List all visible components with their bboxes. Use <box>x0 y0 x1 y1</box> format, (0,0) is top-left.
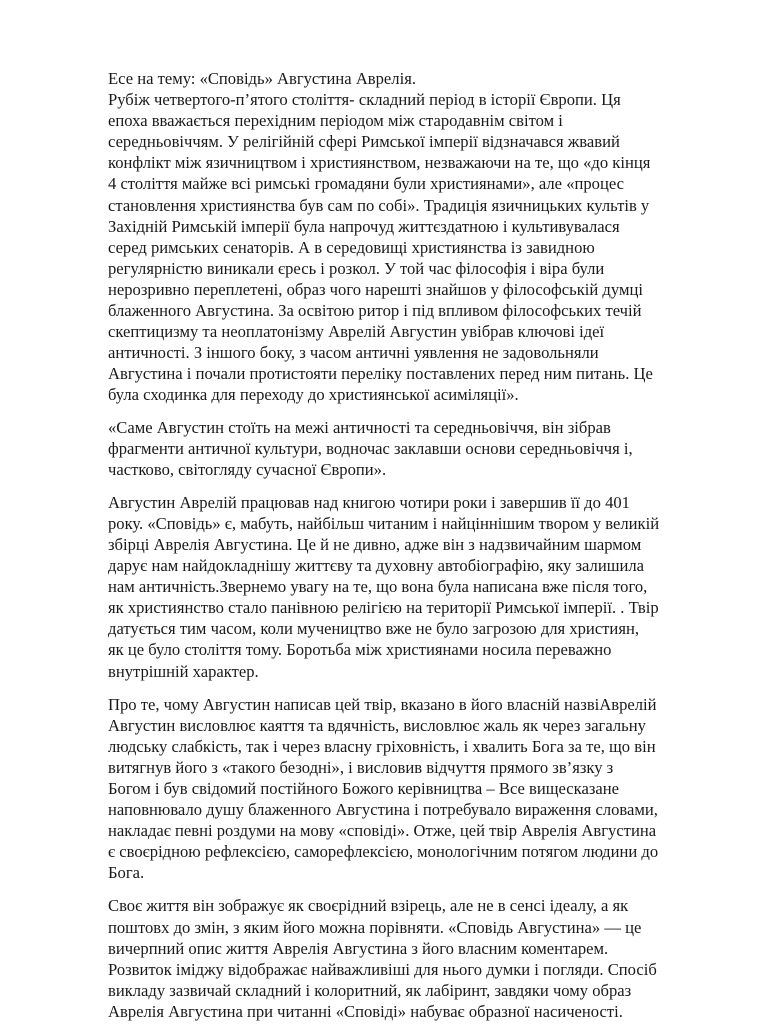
text-line: «Саме Августин стоїть на межі античності та середньовіччя, він зібрав <box>108 417 611 437</box>
text-line: внутрішній характер. <box>108 661 259 681</box>
text-line: конфлікт між язичництвом і християнством, незважаючи на те, що «до кінця <box>108 153 651 173</box>
text-line: вичерпний опис життя Аврелія Августина з його власним коментарем. <box>108 938 609 958</box>
text-line: була сходинка для переходу до християнської асиміляції». <box>108 385 519 405</box>
text-line: є своєрідною рефлексією, саморефлексією, монологічним потягом людини до <box>108 842 659 862</box>
text-line: Богом і був свідомий постійного Божого керівництва – Все вищесказане <box>108 779 620 798</box>
text-line: витягнув його з «такого безодні», і висловив відчуття прямого зв’язку з <box>108 757 614 777</box>
text-line: блаженного Августина. За освітою ритор і під впливом філософських течій <box>108 301 642 321</box>
text-line: наповнювало душу блаженного Августина і потребувало вираження словами, <box>108 800 658 820</box>
paragraph-quote <box>108 417 686 480</box>
text-line: серед римських сенаторів. А в середовищі християнства із завидною <box>108 237 595 257</box>
text-line: як християнство стало панівною релігією на території Римської імперії. . Твір <box>108 598 659 618</box>
text-line: Бога. <box>108 863 145 883</box>
text-line: античності. З іншого боку, з часом античні уявлення не задовольняли <box>108 343 599 363</box>
text-line: фрагменти античної культури, водночас заклавши основи середньовіччя і, <box>108 438 633 458</box>
text-line: Августин висловлює каяття та вдячність, висловлює жаль як через загальну <box>108 715 646 735</box>
text-line: частково, світогляду сучасної Європи». <box>108 459 387 479</box>
document-title: Есе на тему: «Сповідь» Августина Аврелія. <box>108 69 416 88</box>
text-line: Про те, чому Августин написав цей твір, вказано в його власній назвіАврелій <box>108 694 657 714</box>
text-line: дарує нам найдокладнішу життєву та духовну автобіографію, яку залишила <box>108 556 645 576</box>
text-line: Західній Римській імперії була напрочуд життєздатною і культивувалася <box>108 216 620 236</box>
paragraph-conclusion <box>108 895 686 1022</box>
text-line: Августин Аврелій працював над книгою чотири роки і завершив її до 401 <box>108 492 630 512</box>
text-line: 4 століття майже всі римські громадяни були християнами», але «процес <box>108 174 624 194</box>
text-line: становлення християнства був сам по собі». Традиція язичницьких культів у <box>108 195 650 215</box>
paragraph-intro <box>108 68 686 406</box>
text-line: нерозривно переплетені, образ чого нарешті знайшов у філософській думці <box>108 279 643 299</box>
text-line: як це було століття тому. Боротьба між християнами носила переважно <box>108 640 612 660</box>
text-line: поштовх до змін, з яким його можна порівняти. «Сповідь Августина» — це <box>108 917 642 937</box>
text-line: Аврелія Августина при читанні «Сповіді» набуває образної насиченості. <box>108 1001 623 1021</box>
text-line: збірці Аврелія Августина. Це й не дивно, адже він з надзвичайним шармом <box>108 534 642 554</box>
text-line: Августина і почали протистояти переліку поставлених перед ним питань. Це <box>108 364 653 384</box>
text-line: регулярністю виникали єресь і розкол. У той час філософія і віра були <box>108 258 605 278</box>
paragraph-purpose <box>108 694 686 884</box>
text-line: викладу зазвичай складний і колоритний, як лабіринт, завдяки чому образ <box>108 980 632 1000</box>
text-line: накладає певні роздуми на мову «сповіді». Отже, цей твір Аврелія Августина <box>108 821 657 841</box>
text-line: людську слабкість, так і через власну гріховність, і хвалить Бога за те, що він <box>108 736 656 756</box>
paragraph-history <box>108 492 686 682</box>
text-line: датується тим часом, коли мучеництво вже не було загрозою для християн, <box>108 619 639 639</box>
document-page <box>108 68 686 1034</box>
text-line: епоха вважається перехідним періодом між стародавнім світом і <box>108 111 563 131</box>
text-line: Своє життя він зображує як своєрідний взірець, але не в сенсі ідеалу, а як <box>108 896 629 916</box>
text-line: нам античність.Звернемо увагу на те, що вона була написана вже після того, <box>108 577 648 597</box>
text-line: середньовіччям. У релігійній сфері Римської імперії відзначався жвавий <box>108 132 620 152</box>
text-line: скептицизму та неоплатонізму Аврелій Августин увібрав ключові ідеї <box>108 322 605 342</box>
text-line: року. «Сповідь» є, мабуть, найбільш читаним і найціннішим твором у великій <box>108 513 660 533</box>
text-line: Рубіж четвертого-п’ятого століття- складний період в історії Європи. Ця <box>108 90 621 110</box>
text-line: Розвиток іміджу відображає найважливіші для нього думки і погляди. Спосіб <box>108 959 657 979</box>
